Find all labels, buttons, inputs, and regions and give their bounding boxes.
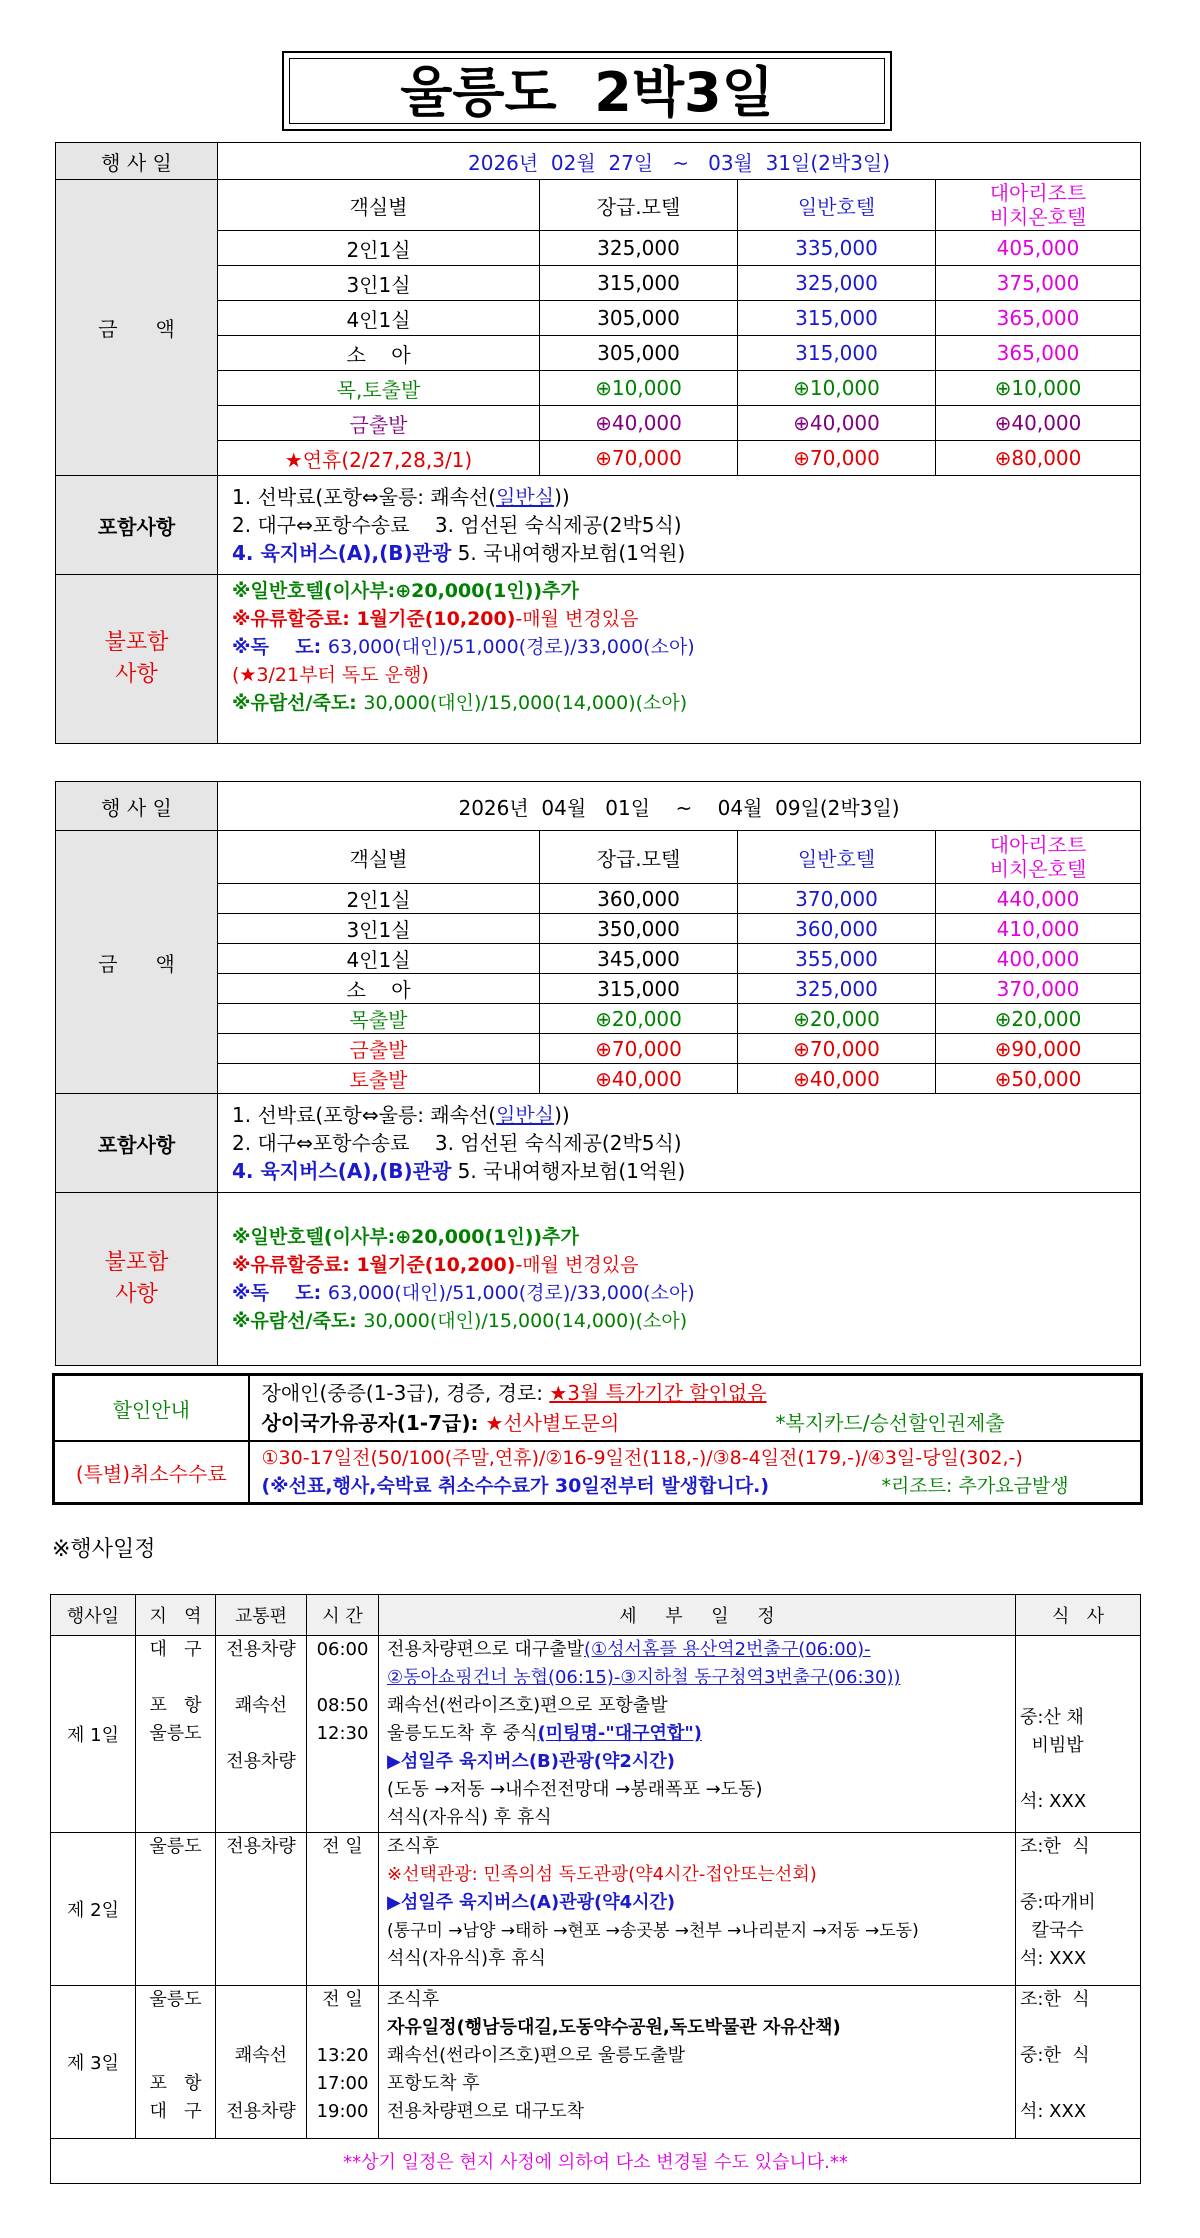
hotel-price: 315,000 bbox=[738, 336, 936, 371]
included-line-1 bbox=[232, 483, 1140, 511]
schedule-table bbox=[50, 1594, 1141, 2184]
table-row bbox=[56, 231, 1141, 266]
hotel-price: 355,000 bbox=[738, 944, 936, 974]
header-resort-line1: 대아리조트 bbox=[989, 181, 1087, 205]
room-type: 소 아 bbox=[218, 974, 540, 1004]
day-meals bbox=[1016, 1833, 1141, 1986]
excluded-line-1: ※일반호텔(이사부:⊕20,000(1인))추가 bbox=[232, 1226, 579, 1248]
included-line-2: 2. 대구⇔포항수송료 3. 엄선된 숙식제공(2박5식) bbox=[232, 1131, 682, 1155]
table-row bbox=[56, 1064, 1141, 1094]
date-value: 2026년 02월 27일 ~ 03월 31일(2박3일) bbox=[218, 143, 1141, 180]
day-label: 제 1일 bbox=[51, 1636, 136, 1833]
meal-line: 칼국수 bbox=[1020, 1920, 1084, 1941]
excluded-text: 63,000(대인)/51,000(경로)/33,000(소아) bbox=[327, 636, 695, 658]
motel-price: ⊕10,000 bbox=[540, 371, 738, 406]
excluded-list bbox=[218, 1193, 1141, 1366]
day-transport bbox=[216, 1833, 307, 1986]
excluded-text: ※유류할증료: 1월기준(10,200) bbox=[232, 608, 516, 630]
cancel-label: (특별)취소수수료 bbox=[54, 1441, 249, 1504]
day-region bbox=[136, 1833, 216, 1986]
schedule-day-1 bbox=[51, 1636, 1141, 1833]
time-line: 06:00 bbox=[316, 1639, 369, 1660]
header-meals: 식 사 bbox=[1016, 1595, 1141, 1636]
meal-line bbox=[1020, 2014, 1140, 2042]
included-label: 포함사항 bbox=[56, 476, 218, 575]
amount-label: 금 액 bbox=[56, 831, 218, 1094]
detail-line: 조식후 bbox=[387, 1989, 440, 2010]
table-row bbox=[56, 1034, 1141, 1064]
detail-line: ②동아쇼핑건너 농협(06:15)-③지하철 동구청역3번출구(06:30)) bbox=[387, 1667, 901, 1688]
resort-price: 370,000 bbox=[936, 974, 1141, 1004]
room-type: 목,토출발 bbox=[218, 371, 540, 406]
time-line: 전 일 bbox=[322, 1989, 363, 2010]
header-time: 시 간 bbox=[307, 1595, 379, 1636]
meal-line bbox=[1020, 1760, 1140, 1788]
discount-line-1 bbox=[262, 1378, 1141, 1408]
resort-price: ⊕80,000 bbox=[936, 441, 1141, 476]
excluded-label-line1: 불포함 bbox=[104, 1250, 169, 1275]
discount-table bbox=[52, 1373, 1143, 1505]
page-title-box bbox=[282, 51, 892, 131]
day-region bbox=[136, 1986, 216, 2139]
day-time bbox=[307, 1986, 379, 2139]
detail-line: 석식(자유식) 후 휴식 bbox=[387, 1807, 552, 1828]
transport-line bbox=[216, 1720, 306, 1748]
schedule-day-3 bbox=[51, 1986, 1141, 2139]
excluded-line-4: (★3/21부터 독도 운행) bbox=[232, 664, 429, 686]
meal-line: 중:산 채 bbox=[1020, 1707, 1084, 1728]
resort-price: 400,000 bbox=[936, 944, 1141, 974]
detail-line: (도동 →저동 →내수전전망대 →봉래폭포 →도동) bbox=[387, 1779, 763, 1800]
excluded-text: 30,000(대인)/15,000(14,000)(소아) bbox=[363, 1310, 688, 1332]
excluded-label-line1: 불포함 bbox=[104, 630, 169, 655]
hotel-price: 335,000 bbox=[738, 231, 936, 266]
discount-line-2 bbox=[262, 1408, 1141, 1438]
header-resort-line1: 대아리조트 bbox=[989, 833, 1087, 857]
header-room: 객실별 bbox=[218, 831, 540, 884]
detail-line: (통구미 →남양 →태하 →현포 →송곳봉 →천부 →나리분지 →저동 →도동) bbox=[387, 1921, 919, 1941]
discount-label: 할인안내 bbox=[54, 1375, 249, 1442]
motel-price: 360,000 bbox=[540, 884, 738, 914]
detail-highlight: (미팅명-"대구연합") bbox=[537, 1723, 702, 1744]
excluded-label-line2: 사항 bbox=[115, 662, 158, 687]
table-row bbox=[56, 974, 1141, 1004]
discount-highlight: ★선사별도문의 bbox=[485, 1411, 620, 1435]
resort-price: ⊕40,000 bbox=[936, 406, 1141, 441]
hotel-price: ⊕70,000 bbox=[738, 441, 936, 476]
transport-line bbox=[216, 2070, 306, 2098]
table-row bbox=[56, 406, 1141, 441]
cancel-line-2 bbox=[262, 1472, 1141, 1500]
motel-price: ⊕70,000 bbox=[540, 1034, 738, 1064]
day-transport bbox=[216, 1636, 307, 1833]
day-details bbox=[379, 1833, 1016, 1986]
motel-price: 315,000 bbox=[540, 974, 738, 1004]
excluded-line-1: ※일반호텔(이사부:⊕20,000(1인))추가 bbox=[232, 580, 579, 602]
room-type: 소 아 bbox=[218, 336, 540, 371]
price-table-1 bbox=[55, 142, 1141, 744]
header-resort-line2: 비치온호텔 bbox=[989, 857, 1087, 881]
cancel-info bbox=[249, 1441, 1142, 1504]
time-line: 19:00 bbox=[316, 2101, 369, 2122]
hotel-price: ⊕10,000 bbox=[738, 371, 936, 406]
transport-line bbox=[216, 1986, 306, 2014]
detail-line: ※선택관광: 민족의섬 독도관광(약4시간-접안또는선회) bbox=[387, 1864, 817, 1885]
resort-price: ⊕20,000 bbox=[936, 1004, 1141, 1034]
day-region bbox=[136, 1636, 216, 1833]
detail-line: 쾌속선(썬라이즈호)편으로 포항출발 bbox=[387, 1695, 668, 1716]
motel-price: 315,000 bbox=[540, 266, 738, 301]
discount-text: 상이국가유공자(1-7급): bbox=[261, 1411, 486, 1435]
meal-line: 중:따개비 bbox=[1020, 1892, 1096, 1913]
included-highlight: 4. 육지버스(A),(B)관광 bbox=[232, 541, 452, 565]
resort-price: ⊕50,000 bbox=[936, 1064, 1141, 1094]
day-meals bbox=[1016, 1986, 1141, 2139]
schedule-footer-note: **상기 일정은 현지 사정에 의하여 다소 변경될 수도 있습니다.** bbox=[51, 2139, 1141, 2184]
day-transport bbox=[216, 1986, 307, 2139]
detail-line: 쾌속선(썬라이즈호)편으로 울릉도출발 bbox=[387, 2045, 685, 2066]
meal-line bbox=[1020, 2070, 1140, 2098]
transport-line: 전용차량 bbox=[226, 1639, 296, 1660]
excluded-text: ※유류할증료: 1월기준(10,200) bbox=[232, 1254, 516, 1276]
motel-price: 350,000 bbox=[540, 914, 738, 944]
excluded-line-5 bbox=[232, 689, 1140, 717]
table-row bbox=[56, 371, 1141, 406]
header-hotel: 일반호텔 bbox=[738, 831, 936, 884]
hotel-price: 325,000 bbox=[738, 266, 936, 301]
hotel-price: 315,000 bbox=[738, 301, 936, 336]
region-line: 울릉도 bbox=[149, 1836, 202, 1857]
included-list bbox=[218, 476, 1141, 575]
header-resort bbox=[936, 831, 1141, 884]
transport-line: 전용차량 bbox=[226, 2101, 296, 2122]
motel-price: ⊕20,000 bbox=[540, 1004, 738, 1034]
excluded-text: ※독 도: bbox=[232, 636, 328, 658]
excluded-line-4 bbox=[232, 1307, 1140, 1335]
excluded-text: 63,000(대인)/51,000(경로)/33,000(소아) bbox=[327, 1282, 695, 1304]
resort-price: 440,000 bbox=[936, 884, 1141, 914]
time-line: 08:50 bbox=[316, 1695, 369, 1716]
detail-text: 전용차량편으로 대구출발 bbox=[387, 1639, 584, 1660]
included-text: 5. 국내여행자보험(1억원) bbox=[451, 1159, 686, 1183]
region-line: 대 구 bbox=[149, 1639, 202, 1660]
room-type: 3인1실 bbox=[218, 914, 540, 944]
included-line-2: 2. 대구⇔포항수송료 3. 엄선된 숙식제공(2박5식) bbox=[232, 513, 682, 537]
motel-price: ⊕40,000 bbox=[540, 406, 738, 441]
discount-text: 장애인(중증(1-3급), 경증, 경로: bbox=[261, 1381, 550, 1405]
motel-price: 325,000 bbox=[540, 231, 738, 266]
day-label: 제 2일 bbox=[51, 1833, 136, 1986]
excluded-label bbox=[56, 1193, 218, 1366]
room-type: 목출발 bbox=[218, 1004, 540, 1034]
included-text: 5. 국내여행자보험(1억원) bbox=[451, 541, 686, 565]
table-row bbox=[56, 1004, 1141, 1034]
header-day: 행사일 bbox=[51, 1595, 136, 1636]
header-hotel: 일반호텔 bbox=[738, 180, 936, 231]
excluded-text: ※유람선/죽도: bbox=[232, 692, 364, 714]
detail-line: 석식(자유식)후 휴식 bbox=[387, 1948, 546, 1969]
schedule-day-2 bbox=[51, 1833, 1141, 1986]
header-details: 세 부 일 정 bbox=[379, 1595, 1016, 1636]
detail-line: 포항도착 후 bbox=[387, 2073, 480, 2094]
room-type: 4인1실 bbox=[218, 944, 540, 974]
excluded-text: 30,000(대인)/15,000(14,000)(소아) bbox=[363, 692, 688, 714]
time-line bbox=[307, 2014, 378, 2042]
motel-price: 305,000 bbox=[540, 336, 738, 371]
excluded-label-line2: 사항 bbox=[115, 1282, 158, 1307]
resort-price: 365,000 bbox=[936, 336, 1141, 371]
meal-line: 석: XXX bbox=[1020, 1791, 1087, 1812]
included-text: )) bbox=[554, 485, 570, 509]
discount-note: *복지카드/승선할인권제출 bbox=[775, 1411, 1005, 1435]
excluded-text: -매월 변경있음 bbox=[515, 608, 639, 630]
hotel-price: ⊕40,000 bbox=[738, 1064, 936, 1094]
table-row bbox=[56, 441, 1141, 476]
included-text: 1. 선박료(포항⇔울릉: 쾌속선( bbox=[232, 1103, 497, 1127]
transport-line: 쾌속선 bbox=[234, 2045, 288, 2066]
table-row bbox=[56, 301, 1141, 336]
header-region: 지 역 bbox=[136, 1595, 216, 1636]
page-title: 울릉도 2박3일 bbox=[400, 61, 774, 124]
resort-price: 365,000 bbox=[936, 301, 1141, 336]
excluded-label bbox=[56, 575, 218, 744]
detail-line: 조식후 bbox=[387, 1836, 440, 1857]
detail-text: 울릉도도착 후 중식 bbox=[387, 1723, 538, 1744]
discount-info bbox=[249, 1375, 1142, 1442]
room-type: ★연휴(2/27,28,3/1) bbox=[218, 441, 540, 476]
excluded-line-3 bbox=[232, 1279, 1140, 1307]
included-line-1 bbox=[232, 1101, 1140, 1129]
day-time bbox=[307, 1833, 379, 1986]
day-label: 제 3일 bbox=[51, 1986, 136, 2139]
region-line: 대 구 bbox=[149, 2101, 202, 2122]
header-room: 객실별 bbox=[218, 180, 540, 231]
included-label: 포함사항 bbox=[56, 1094, 218, 1193]
meal-line: 중:한 식 bbox=[1020, 2045, 1090, 2066]
meal-line: 조:한 식 bbox=[1020, 1836, 1090, 1857]
detail-line: 전용차량편으로 대구도착 bbox=[387, 2101, 584, 2122]
motel-price: 345,000 bbox=[540, 944, 738, 974]
cancel-text: (※선표,행사,숙박료 취소수수료가 30일전부터 발생합니다.) bbox=[261, 1475, 770, 1497]
region-line bbox=[136, 1664, 215, 1692]
excluded-text: ※유람선/죽도: bbox=[232, 1310, 364, 1332]
region-line: 울릉도 bbox=[149, 1989, 202, 2010]
room-type: 토출발 bbox=[218, 1064, 540, 1094]
date-value: 2026년 04월 01일 ~ 04월 09일(2박3일) bbox=[218, 782, 1141, 831]
amount-label: 금 액 bbox=[56, 180, 218, 476]
transport-line bbox=[216, 1664, 306, 1692]
transport-line: 전용차량 bbox=[226, 1836, 296, 1857]
time-line: 12:30 bbox=[316, 1723, 369, 1744]
excluded-list bbox=[218, 575, 1141, 744]
header-motel: 장급.모텔 bbox=[540, 180, 738, 231]
header-resort-line2: 비치온호텔 bbox=[989, 205, 1087, 229]
time-line: 전 일 bbox=[322, 1836, 363, 1857]
region-line bbox=[136, 2042, 215, 2070]
cancel-note: *리조트: 추가요금발생 bbox=[881, 1475, 1069, 1497]
room-type: 3인1실 bbox=[218, 266, 540, 301]
included-highlight: 4. 육지버스(A),(B)관광 bbox=[232, 1159, 452, 1183]
day-meals bbox=[1016, 1636, 1141, 1833]
day-details bbox=[379, 1636, 1016, 1833]
resort-price: 405,000 bbox=[936, 231, 1141, 266]
transport-line bbox=[216, 2014, 306, 2042]
included-text: 1. 선박료(포항⇔울릉: 쾌속선( bbox=[232, 485, 497, 509]
room-type: 4인1실 bbox=[218, 301, 540, 336]
date-label: 행 사 일 bbox=[56, 782, 218, 831]
detail-line bbox=[387, 1720, 1015, 1748]
meal-line: 조:한 식 bbox=[1020, 1989, 1090, 2010]
table-row bbox=[56, 944, 1141, 974]
region-line: 울릉도 bbox=[149, 1723, 202, 1744]
table-row bbox=[56, 336, 1141, 371]
excluded-line-2 bbox=[232, 1251, 1140, 1279]
transport-line: 쾌속선 bbox=[234, 1695, 288, 1716]
region-line: 포 항 bbox=[149, 1695, 202, 1716]
room-type: 2인1실 bbox=[218, 231, 540, 266]
region-line: 포 항 bbox=[149, 2073, 202, 2094]
header-motel: 장급.모텔 bbox=[540, 831, 738, 884]
hotel-price: 370,000 bbox=[738, 884, 936, 914]
hotel-price: ⊕70,000 bbox=[738, 1034, 936, 1064]
hotel-price: ⊕20,000 bbox=[738, 1004, 936, 1034]
room-type: 금출발 bbox=[218, 1034, 540, 1064]
excluded-text: ※독 도: bbox=[232, 1282, 328, 1304]
included-highlight: 일반실 bbox=[496, 1103, 555, 1127]
resort-price: 375,000 bbox=[936, 266, 1141, 301]
room-type: 2인1실 bbox=[218, 884, 540, 914]
motel-price: ⊕40,000 bbox=[540, 1064, 738, 1094]
included-list bbox=[218, 1094, 1141, 1193]
included-line-3 bbox=[232, 539, 1140, 567]
date-label: 행 사 일 bbox=[56, 143, 218, 180]
detail-line: ▶섬일주 육지버스(A)관광(약4시간) bbox=[387, 1892, 676, 1913]
day-details bbox=[379, 1986, 1016, 2139]
excluded-line-2 bbox=[232, 605, 1140, 633]
excluded-line-3 bbox=[232, 633, 1140, 661]
included-text: )) bbox=[554, 1103, 570, 1127]
table-row bbox=[56, 914, 1141, 944]
cancel-line-1: ①30-17일전(50/100(주말,연휴)/②16-9일전(118,-)/③8-4일전(179,-)/④3일-당일(302,-) bbox=[261, 1447, 1023, 1469]
schedule-heading: ※행사일정 bbox=[52, 1537, 156, 1562]
resort-price: ⊕90,000 bbox=[936, 1034, 1141, 1064]
header-resort bbox=[936, 180, 1141, 231]
time-line: 17:00 bbox=[316, 2073, 369, 2094]
meal-line: 석: XXX bbox=[1020, 1948, 1087, 1969]
discount-highlight: ★3월 특가기간 할인없음 bbox=[549, 1381, 767, 1405]
meal-line: 석: XXX bbox=[1020, 2101, 1087, 2122]
motel-price: 305,000 bbox=[540, 301, 738, 336]
resort-price: ⊕10,000 bbox=[936, 371, 1141, 406]
price-table-2 bbox=[55, 781, 1141, 1366]
detail-line: ▶섬일주 육지버스(B)관광(약2시간) bbox=[387, 1751, 675, 1772]
room-type: 금출발 bbox=[218, 406, 540, 441]
excluded-text: -매월 변경있음 bbox=[515, 1254, 639, 1276]
meal-line: 비빔밥 bbox=[1020, 1735, 1084, 1756]
detail-line: 자유일정(행남등대길,도동약수공원,독도박물관 자유산책) bbox=[387, 2017, 841, 2038]
detail-highlight: (①성서홈플 용산역2번출구(06:00)- bbox=[584, 1639, 871, 1660]
included-line-3 bbox=[232, 1157, 1140, 1185]
day-time bbox=[307, 1636, 379, 1833]
time-line bbox=[307, 1664, 378, 1692]
resort-price: 410,000 bbox=[936, 914, 1141, 944]
hotel-price: 360,000 bbox=[738, 914, 936, 944]
hotel-price: 325,000 bbox=[738, 974, 936, 1004]
meal-line bbox=[1020, 1861, 1140, 1889]
transport-line: 전용차량 bbox=[226, 1751, 296, 1772]
time-line: 13:20 bbox=[316, 2045, 369, 2066]
region-line bbox=[136, 2014, 215, 2042]
hotel-price: ⊕40,000 bbox=[738, 406, 936, 441]
motel-price: ⊕70,000 bbox=[540, 441, 738, 476]
table-row bbox=[56, 266, 1141, 301]
header-transport: 교통편 bbox=[216, 1595, 307, 1636]
table-row bbox=[56, 884, 1141, 914]
included-highlight: 일반실 bbox=[496, 485, 555, 509]
detail-line bbox=[387, 1636, 1015, 1664]
